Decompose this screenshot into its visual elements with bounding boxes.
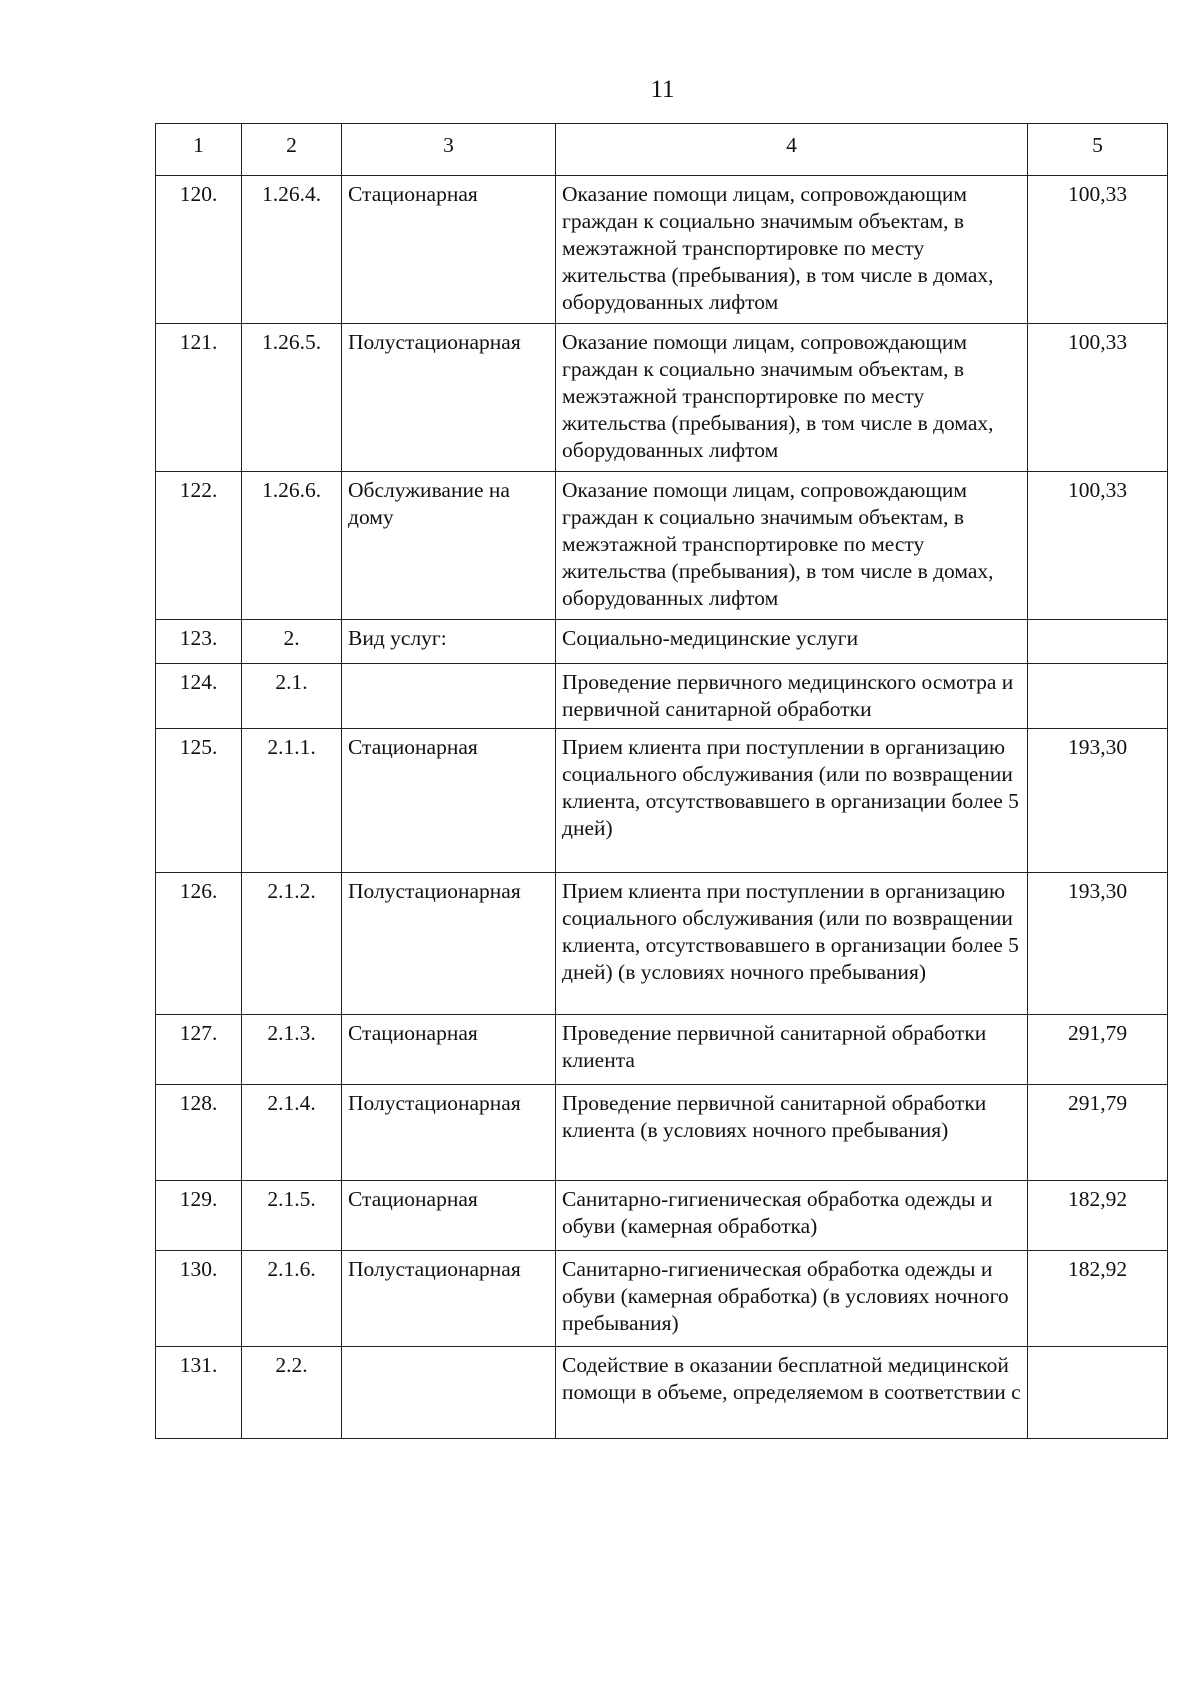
service-form-cell: Стационарная xyxy=(342,176,556,324)
header-col-3: 3 xyxy=(342,124,556,176)
service-form-cell: Полустационарная xyxy=(342,873,556,1015)
table-row xyxy=(156,620,1168,664)
service-description-cell: Проведение первичного медицинского осмотра и первичной санитарной обработки xyxy=(556,664,1028,729)
service-code-cell: 2.1.4. xyxy=(242,1085,342,1181)
tariff-table xyxy=(155,123,1168,1439)
row-number-cell: 123. xyxy=(156,620,242,664)
table-row xyxy=(156,324,1168,472)
service-description-cell: Социально-медицинские услуги xyxy=(556,620,1028,664)
page-number: 11 xyxy=(650,76,675,103)
service-description-cell: Оказание помощи лицам, сопровождающим граждан к социально значимым объектам, в межэтажной транспортировке по месту жительства (пребывания), в том числе в домах, оборудованных лифтом xyxy=(556,472,1028,620)
tariff-value-cell: 193,30 xyxy=(1028,729,1168,873)
row-number-cell: 122. xyxy=(156,472,242,620)
service-form-cell xyxy=(342,664,556,729)
service-description-cell: Содействие в оказании бесплатной медицинской помощи в объеме, определяемом в соответствии с xyxy=(556,1347,1028,1439)
tariff-value-cell: 291,79 xyxy=(1028,1015,1168,1085)
table-row xyxy=(156,176,1168,324)
tariff-value-cell xyxy=(1028,664,1168,729)
service-form-cell: Стационарная xyxy=(342,1181,556,1251)
tariff-value-cell: 182,92 xyxy=(1028,1181,1168,1251)
service-description-cell: Прием клиента при поступлении в организацию социального обслуживания (или по возвращении клиента, отсутствовавшего в организации более 5 дней) xyxy=(556,729,1028,873)
table-row xyxy=(156,1085,1168,1181)
table-body xyxy=(156,176,1168,1439)
service-description-cell: Прием клиента при поступлении в организацию социального обслуживания (или по возвращении клиента, отсутствовавшего в организации более 5 дней) (в условиях ночного пребывания) xyxy=(556,873,1028,1015)
service-description-cell: Оказание помощи лицам, сопровождающим граждан к социально значимым объектам, в межэтажной транспортировке по месту жительства (пребывания), в том числе в домах, оборудованных лифтом xyxy=(556,324,1028,472)
service-code-cell: 1.26.6. xyxy=(242,472,342,620)
service-form-cell: Полустационарная xyxy=(342,1085,556,1181)
service-form-cell: Полустационарная xyxy=(342,324,556,472)
tariff-value-cell: 100,33 xyxy=(1028,324,1168,472)
row-number-cell: 127. xyxy=(156,1015,242,1085)
service-form-cell: Стационарная xyxy=(342,729,556,873)
table-row xyxy=(156,1181,1168,1251)
row-number-cell: 124. xyxy=(156,664,242,729)
tariff-value-cell xyxy=(1028,1347,1168,1439)
row-number-cell: 126. xyxy=(156,873,242,1015)
table-row xyxy=(156,729,1168,873)
header-col-4: 4 xyxy=(556,124,1028,176)
service-description-cell: Оказание помощи лицам, сопровождающим граждан к социально значимым объектам, в межэтажной транспортировке по месту жительства (пребывания), в том числе в домах, оборудованных лифтом xyxy=(556,176,1028,324)
tariff-value-cell: 291,79 xyxy=(1028,1085,1168,1181)
row-number-cell: 131. xyxy=(156,1347,242,1439)
header-col-1: 1 xyxy=(156,124,242,176)
tariff-value-cell: 193,30 xyxy=(1028,873,1168,1015)
service-form-cell xyxy=(342,1347,556,1439)
service-form-cell: Полустационарная xyxy=(342,1251,556,1347)
service-code-cell: 2.1.6. xyxy=(242,1251,342,1347)
table-row xyxy=(156,472,1168,620)
service-code-cell: 2. xyxy=(242,620,342,664)
service-description-cell: Проведение первичной санитарной обработки клиента xyxy=(556,1015,1028,1085)
header-col-2: 2 xyxy=(242,124,342,176)
row-number-cell: 130. xyxy=(156,1251,242,1347)
service-form-cell: Вид услуг: xyxy=(342,620,556,664)
service-code-cell: 2.1.3. xyxy=(242,1015,342,1085)
service-code-cell: 2.2. xyxy=(242,1347,342,1439)
service-form-cell: Обслуживание на дому xyxy=(342,472,556,620)
table-row xyxy=(156,1015,1168,1085)
service-code-cell: 2.1.2. xyxy=(242,873,342,1015)
header-col-5: 5 xyxy=(1028,124,1168,176)
row-number-cell: 128. xyxy=(156,1085,242,1181)
service-code-cell: 2.1.5. xyxy=(242,1181,342,1251)
service-code-cell: 1.26.5. xyxy=(242,324,342,472)
table-row xyxy=(156,1347,1168,1439)
service-description-cell: Проведение первичной санитарной обработки клиента (в условиях ночного пребывания) xyxy=(556,1085,1028,1181)
table-row xyxy=(156,873,1168,1015)
service-description-cell: Санитарно-гигиеническая обработка одежды и обуви (камерная обработка) xyxy=(556,1181,1028,1251)
table-row xyxy=(156,664,1168,729)
row-number-cell: 121. xyxy=(156,324,242,472)
service-description-cell: Санитарно-гигиеническая обработка одежды и обуви (камерная обработка) (в условиях ночного пребывания) xyxy=(556,1251,1028,1347)
row-number-cell: 125. xyxy=(156,729,242,873)
tariff-value-cell: 182,92 xyxy=(1028,1251,1168,1347)
service-code-cell: 2.1.1. xyxy=(242,729,342,873)
tariff-value-cell xyxy=(1028,620,1168,664)
tariff-value-cell: 100,33 xyxy=(1028,472,1168,620)
service-code-cell: 2.1. xyxy=(242,664,342,729)
table-header-row xyxy=(156,124,1168,176)
service-code-cell: 1.26.4. xyxy=(242,176,342,324)
row-number-cell: 129. xyxy=(156,1181,242,1251)
service-form-cell: Стационарная xyxy=(342,1015,556,1085)
row-number-cell: 120. xyxy=(156,176,242,324)
tariff-value-cell: 100,33 xyxy=(1028,176,1168,324)
table-row xyxy=(156,1251,1168,1347)
